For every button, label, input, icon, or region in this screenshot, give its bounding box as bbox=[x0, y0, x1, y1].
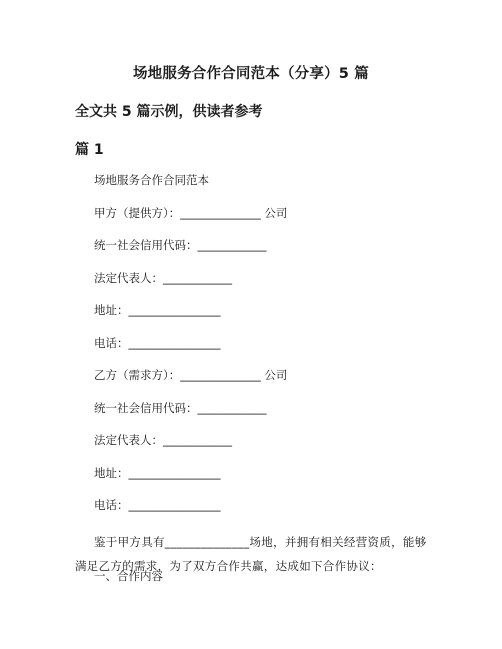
contract-name-line: 场地服务合作合同范本 bbox=[94, 173, 209, 187]
party-b-address-line: 地址：________________ bbox=[94, 465, 221, 480]
party-b-line: 乙方（需求方）：______________ 公司 bbox=[94, 368, 288, 382]
contract-body bbox=[94, 172, 439, 530]
party-b-legal-rep-line: 法定代表人：____________ bbox=[94, 433, 232, 447]
section-heading: 篇 1 bbox=[75, 142, 104, 158]
clause-heading: 一、合作内容 bbox=[94, 569, 163, 583]
party-b-credit-code-line: 统一社会信用代码：____________ bbox=[94, 400, 267, 415]
party-a-phone-line: 电话：________________ bbox=[94, 335, 221, 350]
party-b-phone-line: 电话：________________ bbox=[94, 498, 221, 512]
party-a-address-line: 地址：________________ bbox=[94, 303, 221, 317]
document-subtitle: 全文共 5 篇示例，供读者参考 bbox=[75, 104, 263, 120]
document-title: 场地服务合作合同范本（分享）5 篇 bbox=[132, 66, 370, 82]
party-a-line: 甲方（提供方）：______________ 公司 bbox=[94, 205, 288, 220]
party-a-legal-rep-line: 法定代表人：____________ bbox=[94, 270, 232, 285]
party-a-credit-code-line: 统一社会信用代码：____________ bbox=[94, 238, 267, 252]
preamble-paragraph: 鉴于甲方具有______________场地，并拥有相关经营资质，能够满足乙方的需求，为了双方合作共赢，达成如下合作协议： bbox=[75, 535, 427, 573]
